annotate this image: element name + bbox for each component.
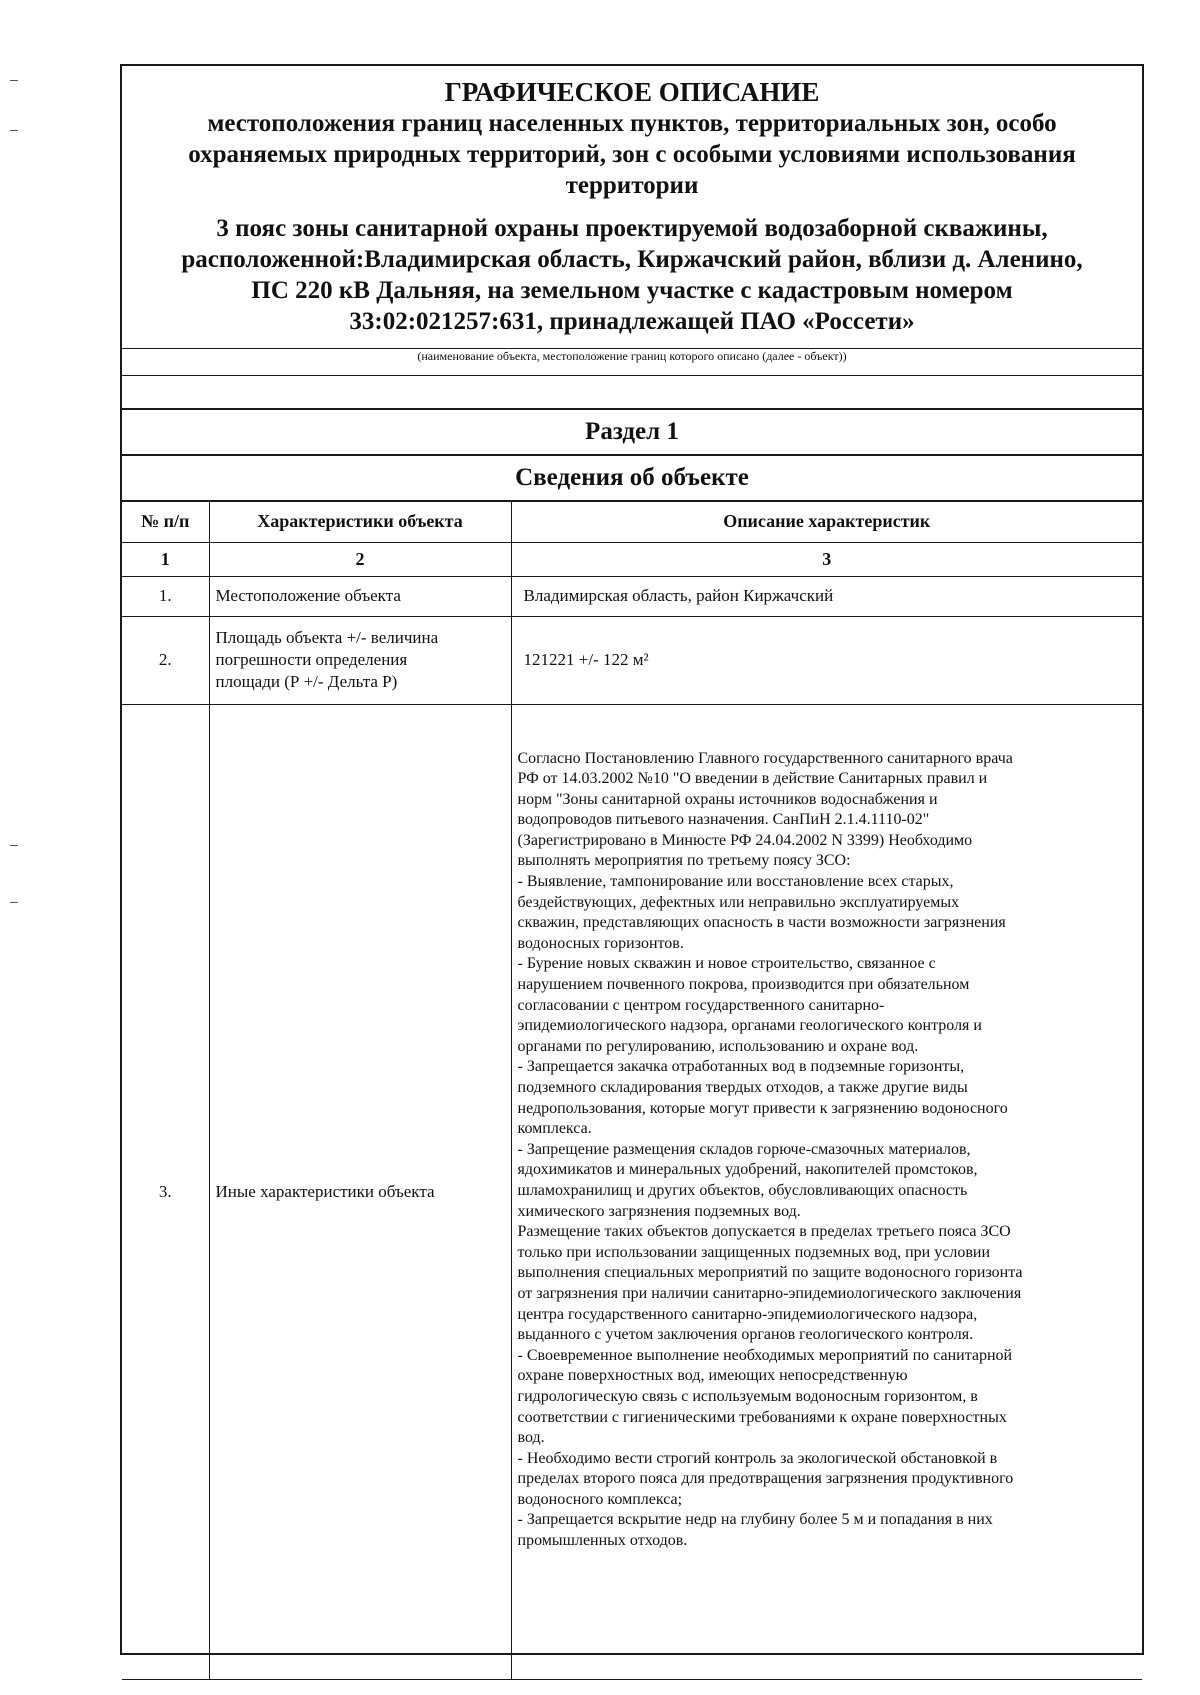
description-line: ядохимикатов и минеральных удобрений, накопителей промстоков, <box>517 1161 978 1179</box>
description-line: недропользования, которые могут привести к загрязнению водоносного <box>517 1099 1008 1117</box>
description-line: центра государственного санитарно-эпидемиологического надзора, <box>517 1305 978 1323</box>
row-number: 1. <box>122 576 209 616</box>
characteristic-line: Площадь объекта +/- величина <box>215 628 439 647</box>
subtitle-line: местоположения границ населенных пунктов, территориальных зон, особо <box>207 110 1057 137</box>
description-line: - Запрещается вскрытие недр на глубину более 5 м и попадания в них <box>517 1511 993 1529</box>
description-line: соответствии с гигиеническими требованиями к охране поверхностных <box>517 1408 1007 1426</box>
description-line: - Бурение новых скважин и новое строительство, связанное с <box>517 955 936 973</box>
description-line: вод. <box>517 1429 545 1447</box>
row-description: Владимирская область, район Киржачский <box>511 576 1142 616</box>
description-line: водопроводов питьевого назначения. СанПиН 2.1.4.1110-02" <box>517 811 930 829</box>
characteristic-line: площади (Р +/- Дельта Р) <box>215 672 398 691</box>
row-number: 2. <box>122 616 209 704</box>
row-number: 3. <box>122 704 209 1679</box>
document-subtitle <box>122 108 1142 201</box>
description-line: водоносных горизонтов. <box>517 934 684 952</box>
description-line: Согласно Постановлению Главного государственного санитарного врача <box>517 749 1013 767</box>
header-description: Описание характеристик <box>511 502 1142 542</box>
column-number: 2 <box>209 542 511 576</box>
table-row <box>122 576 1142 616</box>
description-line: - Своевременное выполнение необходимых мероприятий по санитарной <box>517 1346 1013 1364</box>
table-row <box>122 704 1142 1679</box>
description-line: от загрязнения при наличии санитарно-эпидемиологического заключения <box>517 1284 1022 1302</box>
column-number: 1 <box>122 542 209 576</box>
header-num: № п/п <box>122 502 209 542</box>
description-line: комплекса. <box>517 1120 592 1138</box>
header-characteristic: Характеристики объекта <box>209 502 511 542</box>
description-line: пределах второго пояса для предотвращения загрязнения продуктивного <box>517 1470 1014 1488</box>
description-line: согласовании с центром государственного санитарно- <box>517 996 885 1014</box>
document-title: ГРАФИЧЕСКОЕ ОПИСАНИЕ <box>444 77 820 107</box>
description-line: скважин, представляющих опасность в части возможности загрязнения <box>517 914 1006 932</box>
title-block <box>122 66 1142 348</box>
subtitle-line: охраняемых природных территорий, зон с особыми условиями использования <box>188 141 1076 168</box>
object-name-line: 3 пояс зоны санитарной охраны проектируемой водозаборной скважины, <box>216 215 1048 242</box>
description-line: нарушением почвенного покрова, производится при обязательном <box>517 976 970 994</box>
description-line: водоносного комплекса; <box>517 1490 683 1508</box>
table-header-row <box>122 502 1142 542</box>
section-subtitle: Сведения об объекте <box>122 456 1142 502</box>
row-characteristic <box>209 616 511 704</box>
description-line: эпидемиологического надзора, органами геологического контроля и <box>517 1017 982 1035</box>
margin-mark <box>10 902 18 903</box>
object-name-line: расположенной:Владимирская область, Киржачский район, вблизи д. Аленино, <box>181 246 1083 273</box>
subtitle-line: территории <box>565 172 699 199</box>
description-line: органами по регулированию, использованию и охране вод. <box>517 1037 919 1055</box>
description-line: бездействующих, дефектных или неправильно эксплуатируемых <box>517 893 960 911</box>
object-name-line: ПС 220 кВ Дальняя, на земельном участке с кадастровым номером <box>251 277 1013 304</box>
object-name <box>122 213 1142 337</box>
description-line: химического загрязнения подземных вод. <box>517 1202 801 1220</box>
margin-mark <box>10 130 18 131</box>
description-line: Размещение таких объектов допускается в пределах третьего пояса ЗСО <box>517 1223 1011 1241</box>
description-text <box>518 749 1137 1552</box>
object-name-line: 33:02:021257:631, принадлежащей ПАО «Россети» <box>349 308 915 335</box>
description-line: гидрологическую связь с используемым водоносным горизонтом, в <box>517 1387 978 1405</box>
description-line: выполнять мероприятия по третьему поясу ЗСО: <box>517 852 851 870</box>
row-characteristic: Иные характеристики объекта <box>209 704 511 1679</box>
column-number-row <box>122 542 1142 576</box>
description-line: выданного с учетом заключения органов геологического контроля. <box>517 1326 974 1344</box>
characteristics-table <box>122 502 1142 1680</box>
row-description: 121221 +/- 122 м² <box>511 616 1142 704</box>
description-line: подземного складирования твердых отходов, а также другие виды <box>517 1079 968 1096</box>
table-row <box>122 616 1142 704</box>
description-line: только при использовании защищенных подземных вод, при условии <box>517 1243 991 1261</box>
description-line: - Запрещается закачка отработанных вод в подземные горизонты, <box>517 1058 965 1076</box>
description-line: - Запрещение размещения складов горюче-смазочных материалов, <box>517 1140 971 1158</box>
margin-mark <box>10 80 18 81</box>
row-description <box>511 704 1142 1679</box>
document-sheet <box>120 64 1144 1655</box>
row-characteristic: Местоположение объекта <box>209 576 511 616</box>
description-line: - Выявление, тампонирование или восстановление всех старых, <box>517 873 954 891</box>
column-number: 3 <box>511 542 1142 576</box>
description-line: (Зарегистрировано в Минюсте РФ 24.04.2002 N 3399) Необходимо <box>517 831 973 849</box>
object-caption: (наименование объекта, местоположение границ которого описано (далее - объект)) <box>122 348 1142 376</box>
description-line: РФ от 14.03.2002 №10 "О введении в действие Санитарных правил и <box>517 770 988 788</box>
description-line: выполнения специальных мероприятий по защите водоносного горизонта <box>517 1264 1023 1282</box>
margin-mark <box>10 845 18 846</box>
section-title: Раздел 1 <box>122 410 1142 456</box>
description-line: промышленных отходов. <box>517 1532 688 1550</box>
description-line: шламохранилищ и других объектов, обусловливающих опасность <box>517 1181 968 1199</box>
description-line: охране поверхностных вод, имеющих непосредственную <box>517 1367 908 1385</box>
spacer-row <box>122 376 1142 410</box>
characteristic-line: погрешности определения <box>215 650 408 669</box>
description-line: - Необходимо вести строгий контроль за экологической обстановкой в <box>517 1449 998 1467</box>
description-line: норм "Зоны санитарной охраны источников водоснабжения и <box>517 790 938 808</box>
